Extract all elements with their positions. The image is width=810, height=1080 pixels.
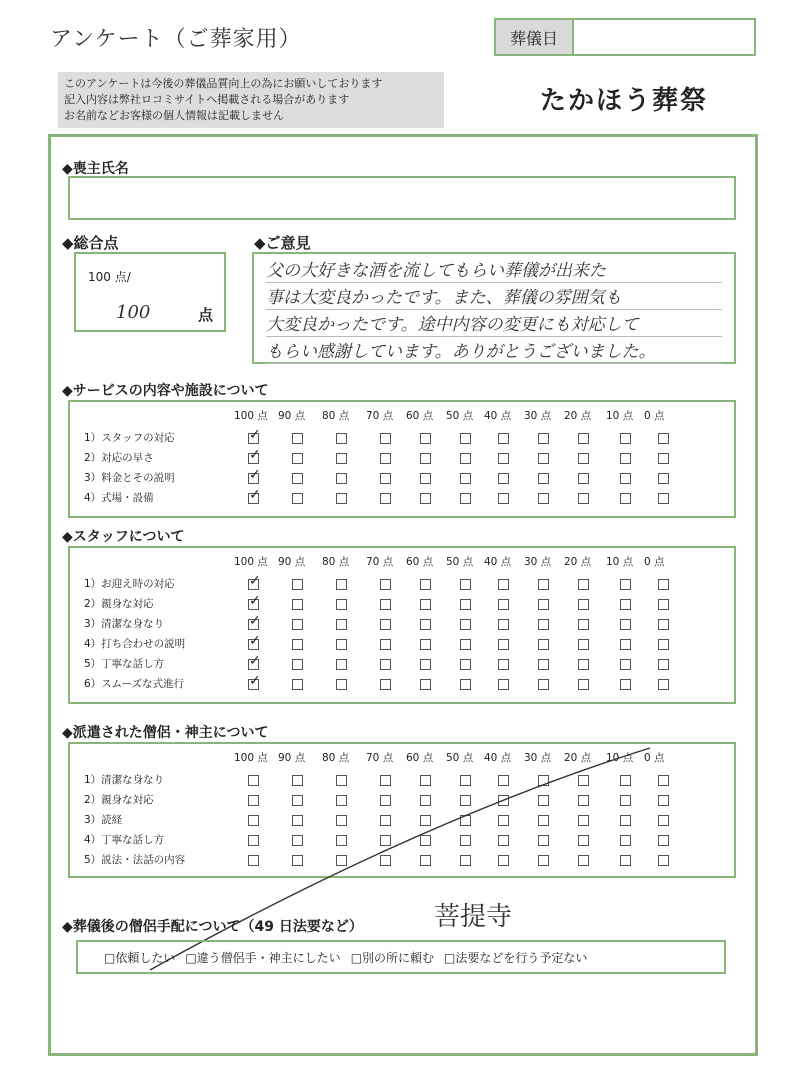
rating-item-label: 3）清潔な身なり: [84, 618, 165, 630]
overall-score-scale: 100 点/: [88, 270, 131, 284]
notice-line: お名前などお客様の個人情報は記載しません: [64, 109, 284, 122]
score-column-header: 90 点: [278, 410, 306, 422]
notice-line: 記入内容は弊社ロコミサイトへ掲載される場合があります: [64, 93, 350, 106]
opinion-line: 父の大好きな酒を流してもらい葬儀が出来た: [266, 256, 722, 283]
score-column-header: 20 点: [564, 752, 592, 764]
overall-score-unit: 点: [198, 306, 214, 324]
funeral-date-label: 葬儀日: [496, 20, 574, 54]
score-column-header: 60 点: [406, 752, 434, 764]
opinion-line: もらい感謝しています。ありがとうございました。: [266, 337, 722, 364]
check-mark: ✓: [249, 427, 261, 443]
rating-item-label: 5）説法・法話の内容: [84, 854, 186, 866]
score-column-header: 40 点: [484, 410, 512, 422]
score-column-header: 60 点: [406, 410, 434, 422]
score-column-header: 10 点: [606, 410, 634, 422]
section-title: ◆葬儀後の僧侶手配について（49 日法要など）: [62, 919, 363, 935]
option-request[interactable]: □依頼したい: [104, 950, 176, 965]
rating-item-label: 3）料金とその説明: [84, 472, 175, 484]
score-column-header: 40 点: [484, 556, 512, 568]
score-column-header: 100 点: [234, 556, 268, 568]
check-mark: ✓: [249, 613, 261, 629]
score-column-header: 30 点: [524, 752, 552, 764]
rating-item-label: 1）お迎え時の対応: [84, 578, 175, 590]
score-column-header: 30 点: [524, 410, 552, 422]
score-column-header: 80 点: [322, 556, 350, 568]
check-mark: ✓: [249, 447, 261, 463]
score-column-header: 80 点: [322, 410, 350, 422]
rating-item-label: 4）式場・設備: [84, 492, 154, 504]
rating-item-label: 2）親身な対応: [84, 794, 154, 806]
check-mark: ✓: [249, 653, 261, 669]
overall-score-label: ◆総合点: [62, 234, 119, 252]
score-column-header: 70 点: [366, 556, 394, 568]
score-column-header: 40 点: [484, 752, 512, 764]
opinion-label: ◆ご意見: [254, 234, 311, 252]
score-column-header: 70 点: [366, 752, 394, 764]
check-mark: ✓: [249, 593, 261, 609]
score-column-header: 50 点: [446, 752, 474, 764]
handwritten-temple: 菩提寺: [434, 902, 513, 932]
score-column-header: 70 点: [366, 410, 394, 422]
check-mark: ✓: [249, 573, 261, 589]
option-other-place[interactable]: □別の所に頼む: [350, 950, 435, 965]
score-column-header: 50 点: [446, 410, 474, 422]
rating-item-label: 4）丁寧な話し方: [84, 834, 165, 846]
check-mark: ✓: [249, 673, 261, 689]
section-title: ◆派遣された僧侶・神主について: [62, 725, 269, 741]
opinion-line: 大変良かったです。途中内容の変更にも対応して: [266, 310, 722, 337]
section-title: ◆サービスの内容や施設について: [62, 383, 269, 399]
score-column-header: 50 点: [446, 556, 474, 568]
rating-item-label: 2）対応の早さ: [84, 452, 154, 464]
rating-item-label: 1）スタッフの対応: [84, 432, 175, 444]
score-column-header: 100 点: [234, 410, 268, 422]
score-column-header: 0 点: [644, 752, 665, 764]
score-column-header: 100 点: [234, 752, 268, 764]
option-no-plan[interactable]: □法要などを行う予定ない: [444, 950, 588, 965]
rating-item-label: 2）親身な対応: [84, 598, 154, 610]
rating-item-label: 5）丁寧な話し方: [84, 658, 165, 670]
score-column-header: 60 点: [406, 556, 434, 568]
score-column-header: 0 点: [644, 556, 665, 568]
opinion-line: 事は大変良かったです。また、葬儀の雰囲気も: [266, 283, 722, 310]
check-mark: ✓: [249, 487, 261, 503]
arrangement-options: [76, 940, 726, 974]
company-brand: たかほう葬祭: [540, 86, 709, 116]
notice-line: このアンケートは今後の葬儀品質向上の為にお願いしております: [64, 77, 383, 90]
rating-item-label: 6）スムーズな式進行: [84, 678, 185, 690]
mourner-name-label: ◆喪主氏名: [62, 161, 129, 177]
check-mark: ✓: [249, 633, 261, 649]
score-column-header: 80 点: [322, 752, 350, 764]
rating-item-label: 4）打ち合わせの説明: [84, 638, 186, 650]
score-column-header: 10 点: [606, 752, 634, 764]
score-column-header: 20 点: [564, 556, 592, 568]
page-title: アンケート（ご葬家用）: [50, 27, 302, 52]
score-column-header: 90 点: [278, 556, 306, 568]
score-column-header: 10 点: [606, 556, 634, 568]
rating-item-label: 3）読経: [84, 814, 123, 826]
option-other-priest[interactable]: □違う僧侶手・神主にしたい: [185, 950, 341, 965]
overall-score-value[interactable]: 100: [116, 302, 151, 323]
check-mark: ✓: [249, 467, 261, 483]
score-column-header: 90 点: [278, 752, 306, 764]
score-column-header: 0 点: [644, 410, 665, 422]
score-column-header: 20 点: [564, 410, 592, 422]
score-column-header: 30 点: [524, 556, 552, 568]
section-title: ◆スタッフについて: [62, 529, 185, 545]
rating-item-label: 1）清潔な身なり: [84, 774, 165, 786]
